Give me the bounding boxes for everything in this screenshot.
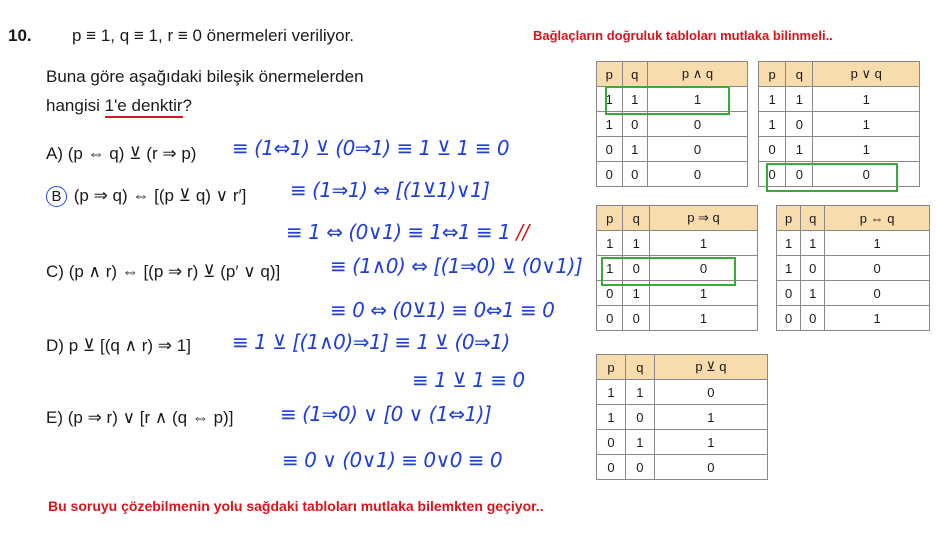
table-cell: 0 [825, 256, 930, 281]
table-row [777, 281, 930, 306]
table-cell: 0 [597, 281, 623, 306]
option-a-expression: (p ⇔ q) ⊻ (r ⇒ p) [67, 144, 197, 163]
question-number: 10. [8, 26, 32, 45]
table-cell: 1 [786, 87, 813, 112]
option-e-letter: E) [46, 408, 63, 427]
table-cell: 0 [801, 306, 825, 331]
table-row [777, 231, 930, 256]
option-e-work: ≡ (1⇒0) ∨ [0 ∨ (1⇔1)] [280, 402, 492, 426]
table-cell: 0 [622, 162, 648, 187]
option-c[interactable] [46, 262, 280, 282]
table-cell: 1 [654, 430, 767, 455]
question-stem-line2 [46, 96, 192, 116]
highlight-or-row4 [766, 163, 898, 192]
table-cell: 1 [649, 306, 757, 331]
table-cell: 1 [777, 256, 801, 281]
table-cell: 1 [786, 137, 813, 162]
option-c-work: ≡ (1∧0) ⇔ [(1⇒0) ⊻ (0∨1)] [330, 254, 583, 278]
table-cell: 0 [622, 112, 648, 137]
option-d-expression: p ⊻ [(q ∧ r) ⇒ 1] [68, 336, 191, 355]
header-q: q [623, 206, 649, 231]
table-cell: 0 [813, 162, 920, 187]
table-header-row [597, 206, 758, 231]
header-result: p ∧ q [648, 62, 748, 87]
header-result: p ⇔ q [825, 206, 930, 231]
table-cell: 1 [597, 380, 626, 405]
header-q: q [625, 355, 654, 380]
option-e-expression: (p ⇒ r) ∨ [r ∧ (q ⇔ p)] [67, 408, 234, 427]
table-cell: 1 [813, 112, 920, 137]
table-row [777, 256, 930, 281]
header-p: p [777, 206, 801, 231]
table-row [759, 137, 920, 162]
table-row [597, 430, 768, 455]
table-cell: 1 [623, 231, 649, 256]
question-stem-line1: Buna göre aşağıdaki bileşik önermelerden [46, 67, 364, 86]
table-row [597, 231, 758, 256]
option-b[interactable] [46, 186, 246, 207]
table-cell: 0 [597, 455, 626, 480]
option-d[interactable] [46, 336, 191, 356]
bottom-note: Bu soruyu çözebilmenin yolu sağdaki tabloları mutlaka bilemkten geçiyor.. [48, 498, 544, 514]
table-cell: 1 [623, 281, 649, 306]
table-cell: 1 [648, 87, 748, 112]
table-cell: 0 [648, 137, 748, 162]
top-note: Bağlaçların doğruluk tabloları mutlaka bilinmeli.. [533, 28, 833, 43]
option-d-work: ≡ 1 ⊻ [(1∧0)⇒1] ≡ 1 ⊻ (0⇒1) [232, 330, 510, 354]
table-cell: 1 [813, 137, 920, 162]
table-cell: 1 [622, 137, 648, 162]
table-cell: 0 [777, 306, 801, 331]
table-cell: 1 [777, 231, 801, 256]
table-cell: 1 [825, 231, 930, 256]
table-cell: 0 [597, 430, 626, 455]
table-cell: 0 [597, 306, 623, 331]
table-cell: 0 [597, 162, 623, 187]
option-b-work: ≡ (1⇒1) ⇔ [(1⊻1)∨1] [290, 178, 490, 202]
table-cell: 0 [654, 455, 767, 480]
option-c-letter: C) [46, 262, 64, 281]
table-cell: 0 [654, 380, 767, 405]
header-p: p [597, 355, 626, 380]
question-givens: p ≡ 1, q ≡ 1, r ≡ 0 önermeleri veriliyor. [72, 26, 355, 45]
table-cell: 1 [759, 112, 786, 137]
table-header-row [597, 62, 748, 87]
table-cell: 1 [597, 112, 623, 137]
table-row [597, 455, 768, 480]
option-d-work-line2: ≡ 1 ⊻ 1 ≡ 0 [412, 368, 525, 392]
table-cell: 0 [649, 256, 757, 281]
stem-suffix: ? [182, 96, 192, 115]
table-row [597, 306, 758, 331]
table-cell: 1 [801, 281, 825, 306]
table-cell: 1 [625, 430, 654, 455]
option-b-expression: (p ⇒ q) ⇔ [(p ⊻ q) ∨ r′] [73, 186, 247, 205]
option-a-work: ≡ (1⇔1) ⊻ (0⇒1) ≡ 1 ⊻ 1 ≡ 0 [232, 136, 510, 160]
table-cell: 0 [786, 162, 813, 187]
truth-table-iff [776, 205, 930, 331]
header-result: p ⇒ q [649, 206, 757, 231]
table-row [597, 405, 768, 430]
header-result: p ∨ q [813, 62, 920, 87]
table-cell: 1 [759, 87, 786, 112]
table-cell: 0 [623, 256, 649, 281]
table-cell: 1 [597, 256, 623, 281]
table-cell: 0 [625, 455, 654, 480]
option-e-work-line2: ≡ 0 ∨ (0∨1) ≡ 0∨0 ≡ 0 [282, 448, 503, 472]
header-q: q [801, 206, 825, 231]
table-row [597, 112, 748, 137]
option-a[interactable] [46, 144, 196, 164]
table-cell: 1 [597, 87, 623, 112]
table-row [759, 87, 920, 112]
table-cell: 1 [801, 231, 825, 256]
table-cell: 1 [813, 87, 920, 112]
option-b-work-result: ≡ 1 ⇔ (0∨1) ≡ 1⇔1 ≡ 1 [286, 220, 511, 244]
header-p: p [597, 206, 623, 231]
header-p: p [597, 62, 623, 87]
table-cell: 0 [597, 137, 623, 162]
table-cell: 1 [649, 281, 757, 306]
stem-prefix: hangisi [46, 96, 105, 115]
table-row [597, 162, 748, 187]
option-a-letter: A) [46, 144, 63, 163]
option-b-work-line2 [286, 220, 529, 244]
header-result: p ⊻ q [654, 355, 767, 380]
truth-table-and [596, 61, 748, 187]
header-q: q [622, 62, 648, 87]
highlight-implies-row2 [601, 257, 736, 286]
highlight-and-row1 [605, 86, 730, 115]
table-cell: 0 [759, 162, 786, 187]
option-e[interactable] [46, 408, 233, 428]
table-cell: 0 [623, 306, 649, 331]
table-row [597, 137, 748, 162]
option-c-work-line2: ≡ 0 ⇔ (0⊻1) ≡ 0⇔1 ≡ 0 [330, 298, 555, 322]
table-cell: 1 [622, 87, 648, 112]
header-q: q [786, 62, 813, 87]
table-row [777, 306, 930, 331]
table-cell: 1 [649, 231, 757, 256]
table-cell: 0 [625, 405, 654, 430]
table-cell: 0 [759, 137, 786, 162]
table-cell: 0 [825, 281, 930, 306]
table-cell: 1 [625, 380, 654, 405]
table-cell: 1 [825, 306, 930, 331]
table-cell: 1 [597, 231, 623, 256]
table-cell: 1 [654, 405, 767, 430]
answer-check-mark: // [516, 220, 529, 244]
table-cell: 0 [648, 162, 748, 187]
table-cell: 0 [786, 112, 813, 137]
header-p: p [759, 62, 786, 87]
table-row [759, 112, 920, 137]
table-header-row [597, 355, 768, 380]
table-row [597, 380, 768, 405]
option-c-expression: (p ∧ r) ⇔ [(p ⇒ r) ⊻ (p′ ∨ q)] [68, 262, 281, 281]
table-cell: 0 [801, 256, 825, 281]
table-cell: 1 [597, 405, 626, 430]
table-cell: 0 [777, 281, 801, 306]
table-cell: 0 [648, 112, 748, 137]
table-header-row [759, 62, 920, 87]
stem-key-phrase: 1'e denktir [105, 96, 183, 118]
option-d-letter: D) [46, 336, 64, 355]
table-header-row [777, 206, 930, 231]
truth-table-xor [596, 354, 768, 480]
option-b-letter-circled: B [46, 186, 67, 207]
